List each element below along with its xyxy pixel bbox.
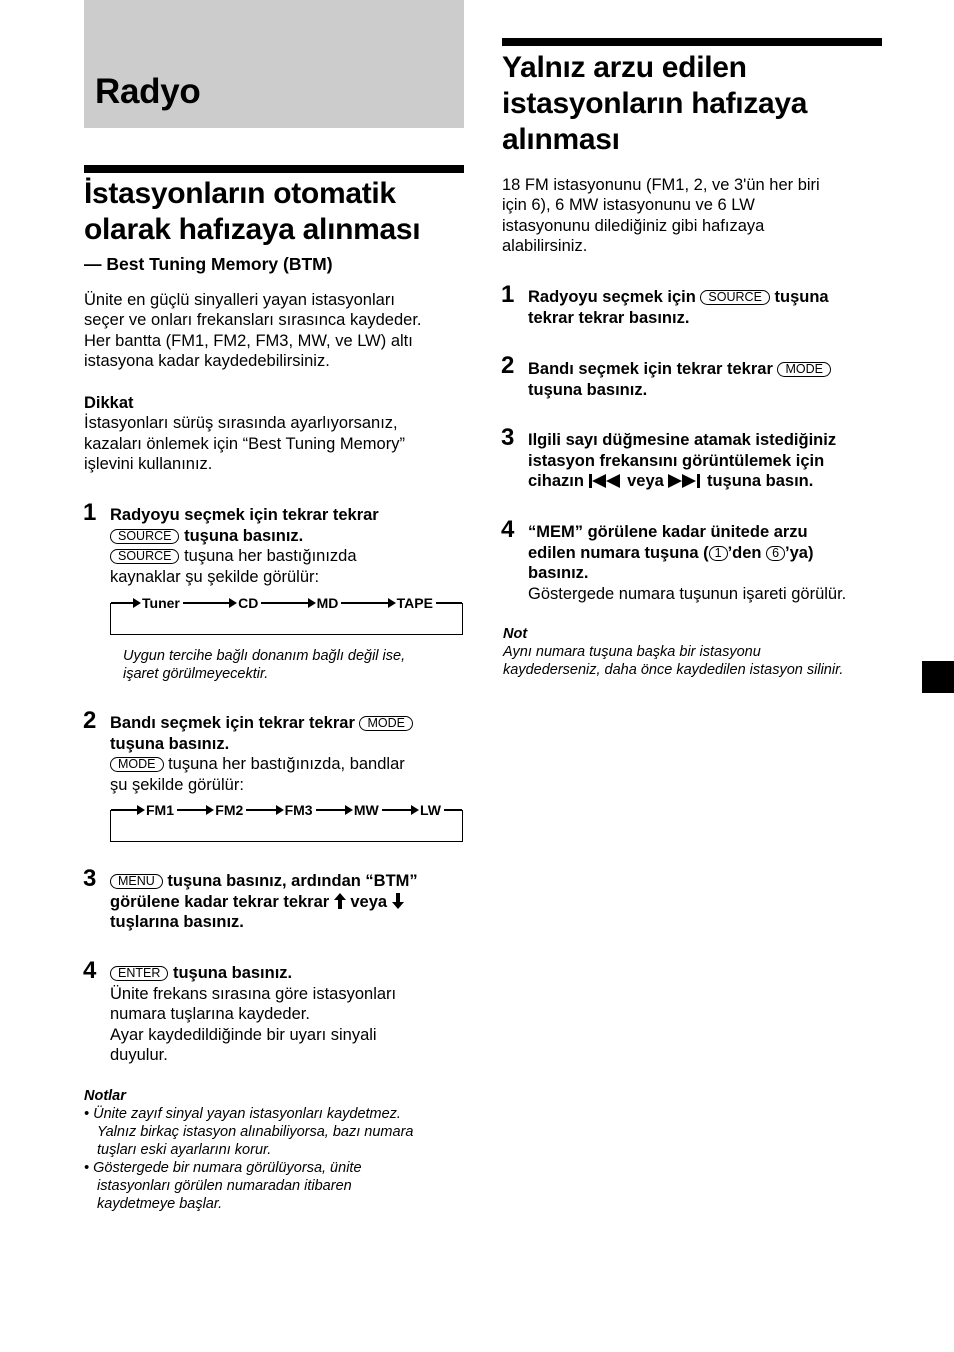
intro-left: Ünite en güçlü sinyalleri yayan istasyonları seçer ve onları frekansları sırasınca kaydeder. Her bantta (FM1, FM2, FM3, MW, ve LW) altı istasyona kadar kaydedebilirsiniz. [84, 291, 422, 370]
step-number: 4 [83, 957, 97, 984]
step-number: 1 [501, 281, 515, 308]
flow-item: LW [417, 802, 444, 818]
menu-key: MENU [110, 874, 163, 889]
step-2-left: Bandı seçmek için tekrar tekrar MODE tuşuna basınız. MODE tuşuna her bastığınızda, bandlar şu şekilde görülür: [110, 713, 413, 795]
number-key-6: 6 [766, 546, 785, 561]
heading-rule-left [84, 165, 464, 173]
enter-key: ENTER [110, 966, 168, 981]
flow-item: FM1 [143, 802, 177, 818]
source-flow-diagram [110, 595, 463, 635]
step-number: 2 [83, 707, 97, 734]
flow-item: MD [314, 595, 342, 611]
step-number: 2 [501, 352, 515, 379]
flow-item: Tuner [139, 595, 183, 611]
step-number: 1 [83, 499, 97, 526]
arrow-down-icon [392, 893, 404, 909]
arrow-up-icon [334, 893, 346, 909]
number-key-1: 1 [709, 546, 728, 561]
caution-block: Dikkat İstasyonları sürüş sırasında ayarlıyorsanız, kazaları önlemek için “Best Tuning Memory” işlevini kullanınız. [84, 394, 405, 473]
note-block: Not Aynı numara tuşuna başka bir istasyonu kaydederseniz, daha önce kaydedilen istasyon silinir. [503, 626, 844, 678]
flow-item: TAPE [394, 595, 436, 611]
step-1-right: Radyoyu seçmek için SOURCE tuşuna tekrar tekrar basınız. [528, 288, 829, 327]
notes-block: Notlar • Ünite zayıf sinyal yayan istasyonları kaydetmez. Yalnız birkaç istasyon alınabiliyorsa, bazı numara tuşları eski ayarlarını korur. • Göstergede bir numara görülüyorsa, ünite istasyonları görülen numaradan itibaren kaydetmeye başlar. [84, 1088, 414, 1212]
source-key: SOURCE [110, 529, 179, 544]
step-1-left: Radyoyu seçmek için tekrar tekrar SOURCE tuşuna basınız. SOURCE tuşuna her bastığınızda kaynaklar şu şekilde görülür: [110, 506, 379, 586]
mode-key: MODE [110, 757, 164, 772]
band-flow-diagram [110, 802, 463, 842]
flow-item: FM2 [212, 802, 246, 818]
source-key: SOURCE [700, 290, 769, 305]
heading-manual-memory: Yalnız arzu edilen istasyonların hafızaya alınması [502, 51, 808, 156]
caution-title: Dikkat [84, 394, 134, 412]
heading-auto-memory: İstasyonların otomatik olarak hafızaya alınması [84, 177, 421, 246]
subtitle-btm: — Best Tuning Memory (BTM) [84, 254, 333, 274]
step-3-left: MENU tuşuna basınız, ardından “BTM” görülene kadar tekrar tekrar veya tuşlarına basınız. [110, 872, 418, 931]
heading-rule-right [502, 38, 882, 46]
step-3-right: Ilgili sayı düğmesine atamak istediğiniz istasyon frekansını görüntülemek için cihazın veya tuşuna basın. [528, 431, 837, 490]
mode-key: MODE [777, 362, 831, 377]
step-number: 4 [501, 516, 515, 543]
notes-title: Notlar [84, 1088, 126, 1104]
step-4-left: ENTER tuşuna basınız. Ünite frekans sırasına göre istasyonları numara tuşlarına kaydeder. Ayar kaydedildiğinde bir uyarı sinyali duyulur. [110, 964, 397, 1064]
flow-note: Uygun tercihe bağlı donanım bağlı değil ise, işaret görülmeyecektir. [123, 648, 406, 682]
flow-item: FM3 [282, 802, 316, 818]
intro-right: 18 FM istasyonunu (FM1, 2, ve 3'ün her biri için 6), 6 MW istasyonunu ve 6 LW istasyonunu dilediğiniz gibi hafızaya alabilirsiniz. [502, 176, 820, 255]
step-number: 3 [83, 865, 97, 892]
flow-item: CD [235, 595, 261, 611]
section-title: Radyo [95, 72, 201, 111]
flow-item: MW [351, 802, 382, 818]
skip-back-icon [589, 474, 623, 488]
skip-forward-icon [668, 474, 702, 488]
note-title: Not [503, 626, 528, 642]
mode-key: MODE [359, 716, 413, 731]
chapter-tab-marker [922, 661, 954, 693]
step-number: 3 [501, 424, 515, 451]
step-2-right: Bandı seçmek için tekrar tekrar MODE tuşuna basınız. [528, 359, 831, 400]
step-4-right: “MEM” görülene kadar ünitede arzu edilen numara tuşuna ( 1 ’den 6 ’ya) basınız. Göstergede numara tuşunun işareti görülür. [528, 523, 847, 603]
source-key: SOURCE [110, 549, 179, 564]
